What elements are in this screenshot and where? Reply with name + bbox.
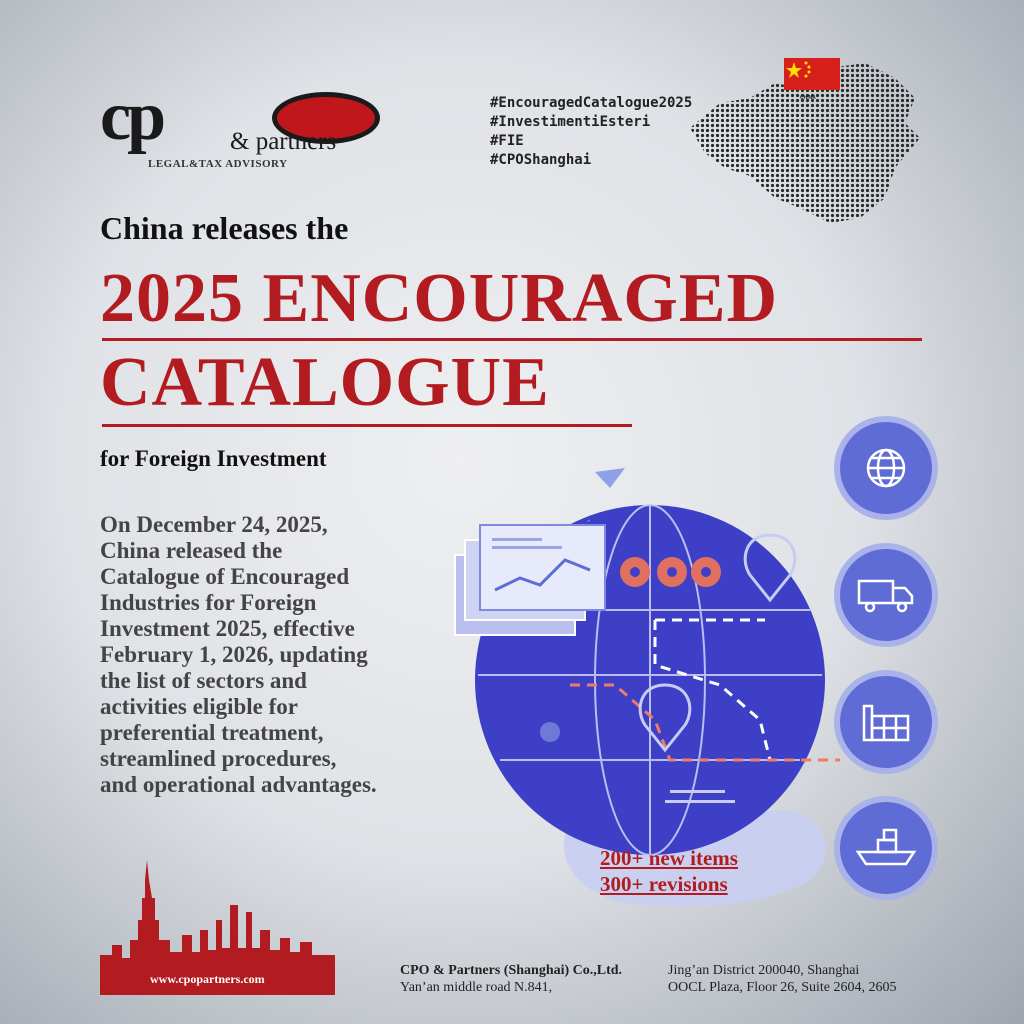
address-district: Jing’an District 200040, Shanghai: [668, 963, 860, 978]
body-line: Investment 2025, effective: [100, 616, 355, 641]
ship-icon: [854, 826, 918, 870]
body-line: activities eligible for: [100, 694, 298, 719]
body-line: On December 24, 2025,: [100, 512, 328, 537]
body-line: and operational advantages.: [100, 772, 377, 797]
hashtag: #FIE: [490, 133, 524, 149]
body-line: the list of sectors and: [100, 668, 307, 693]
company-name: CPO & Partners (Shanghai) Co.,Ltd.: [400, 963, 623, 978]
address-street: Yan’an middle road N.841,: [400, 980, 553, 995]
hashtag: #InvestimentiEsteri: [490, 114, 651, 130]
ship-icon-circle: [834, 796, 938, 900]
body-line: preferential treatment,: [100, 720, 324, 745]
stat-revisions: 300+ revisions: [600, 872, 728, 896]
logo-sub: & partners: [230, 128, 337, 155]
body-line: China released the: [100, 538, 283, 563]
globe-icon-circle: [834, 416, 938, 520]
address-building: OOCL Plaza, Floor 26, Suite 2604, 2605: [668, 980, 897, 995]
globe-icon: [864, 446, 908, 490]
body-line: February 1, 2026, updating: [100, 642, 368, 667]
stats-block: [600, 845, 738, 897]
logo-tagline: LEGAL&TAX ADVISORY: [148, 158, 288, 170]
factory-icon: [860, 700, 912, 744]
body-line: Catalogue of Encouraged: [100, 564, 350, 589]
hashtag-list: [490, 94, 692, 170]
map-label: CHINA: [800, 95, 816, 101]
headline-line1: 2025 ENCOURAGED: [100, 260, 779, 337]
factory-icon-circle: [834, 670, 938, 774]
truck-icon-circle: [834, 543, 938, 647]
logo-brand: cp: [100, 78, 162, 155]
stat-new-items: 200+ new items: [600, 846, 738, 870]
headline-underline: [102, 338, 922, 341]
body-line: streamlined procedures,: [100, 746, 337, 771]
headline-post: for Foreign Investment: [100, 446, 327, 471]
hashtag: #CPOShanghai: [490, 152, 592, 168]
body-paragraph: [100, 512, 480, 798]
hashtag: #EncouragedCatalogue2025: [490, 95, 693, 111]
website-link[interactable]: www.cpopartners.com: [150, 972, 265, 986]
headline-pre: China releases the: [100, 210, 349, 246]
address-right: [668, 962, 897, 996]
truck-icon: [856, 575, 916, 615]
china-flag-icon: [784, 58, 840, 90]
headline-underline: [102, 424, 632, 427]
address-left: [400, 962, 622, 996]
body-line: Industries for Foreign: [100, 590, 317, 615]
headline-line2: CATALOGUE: [100, 344, 550, 421]
